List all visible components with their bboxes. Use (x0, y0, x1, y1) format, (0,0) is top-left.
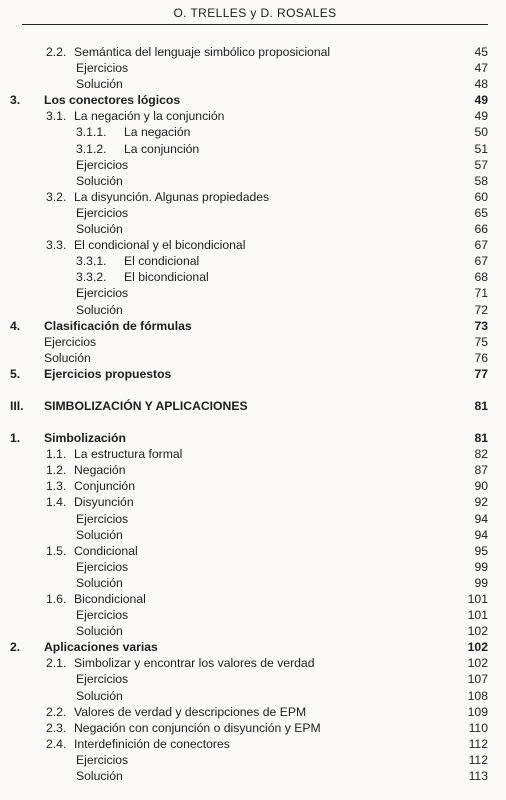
toc-entry-title: Clasificación de fórmulas (44, 318, 192, 333)
toc-entry-number: 3. (10, 93, 21, 108)
toc-entry (0, 269, 506, 285)
toc-entry-title: Solución (76, 688, 123, 703)
toc-entry-page: 49 (474, 93, 488, 108)
toc-entry-title: Disyunción (74, 495, 134, 510)
toc-entry-page: 50 (474, 125, 488, 140)
toc-entry-page: 58 (474, 173, 488, 188)
toc-entry-title: Valores de verdad y descripciones de EPM (74, 704, 307, 719)
toc-entry-page: 57 (474, 157, 488, 172)
toc-entry-page: 113 (468, 769, 488, 784)
toc-entry-number: 3.3. (46, 238, 67, 253)
toc-entry-page: 72 (474, 302, 488, 317)
toc-entry-title: La negación y la conjunción (74, 109, 225, 124)
toc-entry-title: Negación (74, 463, 126, 478)
toc-entry-page: 102 (467, 640, 488, 655)
toc-entry (0, 108, 506, 124)
toc-entry-number: 3.2. (46, 189, 67, 204)
toc-entry-number: 1.5. (46, 543, 67, 558)
toc-entry-page: 99 (474, 575, 488, 590)
toc-entry-number: 1.2. (46, 463, 67, 478)
toc-entry-title: Negación con conjunción o disyunción y EPM (74, 720, 321, 735)
toc-entry (0, 591, 506, 607)
toc-entry-page: 101 (467, 608, 488, 623)
toc-entry-title: Aplicaciones varias (44, 640, 158, 655)
toc-entry-title: Ejercicios (76, 752, 129, 767)
toc-entry (0, 462, 506, 478)
toc-entry-title: Ejercicios (76, 511, 129, 526)
toc-entry (0, 736, 506, 752)
toc-entry (0, 704, 506, 720)
toc-entry (0, 559, 506, 575)
toc-entry (0, 494, 506, 510)
toc-entry (0, 124, 506, 140)
toc-entry-page: 112 (468, 752, 488, 767)
toc-entry-page: 82 (474, 447, 488, 462)
toc-entry (0, 157, 506, 173)
toc-entry (0, 543, 506, 559)
toc-entry-number: 3.1.2. (76, 141, 107, 156)
toc-entry-number: 4. (10, 318, 21, 333)
toc-entry-number: 3.3.1. (76, 254, 107, 269)
toc-entry-title: Ejercicios (76, 157, 129, 172)
toc-entry-page: 90 (474, 479, 488, 494)
header-rule (22, 24, 488, 25)
toc-entry-page: 73 (474, 318, 488, 333)
toc-entry-page: 102 (467, 624, 488, 639)
toc-entry-page: 81 (474, 398, 488, 413)
toc-entry-number: 2.2. (46, 704, 67, 719)
toc-entry (0, 478, 506, 494)
toc-entry-number: 1.3. (46, 479, 67, 494)
toc-entry-number: 3.1.1. (76, 125, 107, 140)
toc-entry-page: 87 (474, 463, 488, 478)
toc-entry-number: 1.4. (46, 495, 67, 510)
toc-entry (0, 44, 506, 60)
toc-entry-title: Condicional (74, 543, 138, 558)
toc-entry-page: 101 (467, 592, 488, 606)
toc-entry-page: 68 (474, 270, 488, 285)
toc-entry (0, 398, 506, 414)
toc-entry (0, 655, 506, 671)
toc-entry-page: 67 (474, 238, 488, 253)
toc-entry-number: 2. (10, 640, 21, 655)
toc-entry (0, 752, 506, 768)
toc-entry-title: La estructura formal (74, 447, 183, 462)
toc-entry-title: Simbolizar y encontrar los valores de verdad (74, 656, 315, 671)
toc-entry-page: 109 (467, 704, 488, 719)
toc-entry-title: La disyunción. Algunas propiedades (74, 189, 270, 204)
toc-entry-page: 45 (474, 45, 488, 59)
toc-entry-page: 112 (468, 736, 488, 751)
toc-entry-title: SIMBOLIZACIÓN Y APLICACIONES (44, 398, 248, 413)
toc-entry (0, 623, 506, 639)
toc-entry (0, 76, 506, 92)
toc-entry (0, 285, 506, 301)
toc-entry (0, 318, 506, 334)
toc-entry-page: 77 (474, 366, 488, 381)
toc-entry-page: 66 (474, 222, 488, 237)
toc-entry-page: 110 (468, 720, 488, 735)
toc-entry-page: 76 (474, 350, 488, 365)
toc-entry (0, 141, 506, 157)
toc-entry (0, 92, 506, 108)
toc-entry-title: Los conectores lógicos (44, 93, 181, 108)
toc-entry-title: Solución (76, 302, 123, 317)
toc-entry (0, 768, 506, 784)
toc-entry-page: 71 (474, 286, 488, 301)
toc-entry-page: 47 (474, 61, 488, 76)
toc-entry-number: 1.1. (46, 447, 67, 462)
toc-entry (0, 720, 506, 736)
toc-entry-title: Ejercicios (76, 672, 129, 687)
toc-entry-title: Ejercicios propuestos (44, 366, 172, 381)
toc-entry-number: 2.3. (46, 720, 67, 735)
toc-entry (0, 350, 506, 366)
toc-entry (0, 511, 506, 527)
toc-entry-title: Semántica del lenguaje simbólico proposicional (74, 45, 331, 59)
toc-entry-title: Interdefinición de conectores (74, 736, 230, 751)
toc-entry-title: Simbolización (44, 431, 126, 446)
toc-entry-page: 49 (474, 109, 488, 124)
toc-entry (0, 639, 506, 655)
toc-entry-number: 3.1. (46, 109, 67, 124)
toc-entry (0, 221, 506, 237)
toc-entry-number: 1.6. (46, 592, 67, 606)
toc-entry-number: 2.2. (46, 45, 67, 59)
toc-entry-title: Ejercicios (76, 559, 129, 574)
toc-entry (0, 446, 506, 462)
toc-spacer (0, 414, 506, 430)
toc-entry-title: Solución (76, 173, 123, 188)
toc-entry-page: 51 (474, 141, 488, 156)
toc-entry-title: Solución (44, 350, 91, 365)
toc-entry-number: 5. (10, 366, 21, 381)
toc-entry (0, 60, 506, 76)
toc-entry-number: 1. (10, 431, 21, 446)
toc-entry-title: Solución (76, 575, 123, 590)
toc-entry-title: Solución (76, 624, 123, 639)
toc-entry-page: 92 (474, 495, 488, 510)
toc-entry-title: Solución (76, 527, 123, 542)
toc-entry-page: 95 (474, 543, 488, 558)
toc-entry-title: Solución (76, 77, 123, 92)
toc-entry-page: 75 (474, 334, 488, 349)
toc-entry-page: 102 (467, 656, 488, 671)
toc-entry (0, 607, 506, 623)
toc-entry (0, 205, 506, 221)
toc-entry (0, 575, 506, 591)
toc-entry (0, 237, 506, 253)
toc-entry-title: Ejercicios (44, 334, 97, 349)
toc-entry-number: 3.3.2. (76, 270, 107, 285)
toc-entry (0, 253, 506, 269)
toc-entry (0, 334, 506, 350)
running-header: O. TRELLES y D. ROSALES (173, 6, 337, 20)
toc-entry-number: 2.1. (46, 656, 67, 671)
table-of-contents (0, 44, 506, 784)
toc-entry-title: Solución (76, 222, 123, 237)
toc-entry (0, 430, 506, 446)
toc-entry-page: 107 (467, 672, 488, 687)
toc-entry-page: 60 (474, 189, 488, 204)
toc-entry-title: El condicional y el bicondicional (74, 238, 246, 253)
toc-entry (0, 527, 506, 543)
toc-entry (0, 688, 506, 704)
toc-entry-page: 81 (474, 431, 488, 446)
toc-spacer (0, 382, 506, 398)
toc-entry-title: Conjunción (74, 479, 135, 494)
toc-entry-page: 48 (474, 77, 488, 92)
toc-entry-title: Ejercicios (76, 205, 129, 220)
toc-entry-title: Ejercicios (76, 608, 129, 623)
toc-entry-page: 108 (467, 688, 488, 703)
toc-entry-title: La conjunción (124, 141, 200, 156)
toc-entry-title: Bicondicional (74, 592, 146, 606)
toc-entry-page: 67 (474, 254, 488, 269)
toc-entry-title: El condicional (124, 254, 200, 269)
toc-entry (0, 671, 506, 687)
toc-entry-title: El bicondicional (124, 270, 209, 285)
toc-entry (0, 366, 506, 382)
toc-entry-title: La negación (124, 125, 191, 140)
toc-entry-title: Ejercicios (76, 286, 129, 301)
toc-entry-number: III. (10, 398, 24, 413)
toc-entry-title: Solución (76, 769, 123, 784)
toc-entry-page: 99 (474, 559, 488, 574)
toc-entry (0, 302, 506, 318)
toc-entry-title: Ejercicios (76, 61, 129, 76)
toc-entry-page: 65 (474, 205, 488, 220)
toc-entry (0, 173, 506, 189)
toc-entry-number: 2.4. (46, 736, 67, 751)
toc-entry-page: 94 (474, 511, 488, 526)
toc-entry-page: 94 (474, 527, 488, 542)
toc-entry (0, 189, 506, 205)
